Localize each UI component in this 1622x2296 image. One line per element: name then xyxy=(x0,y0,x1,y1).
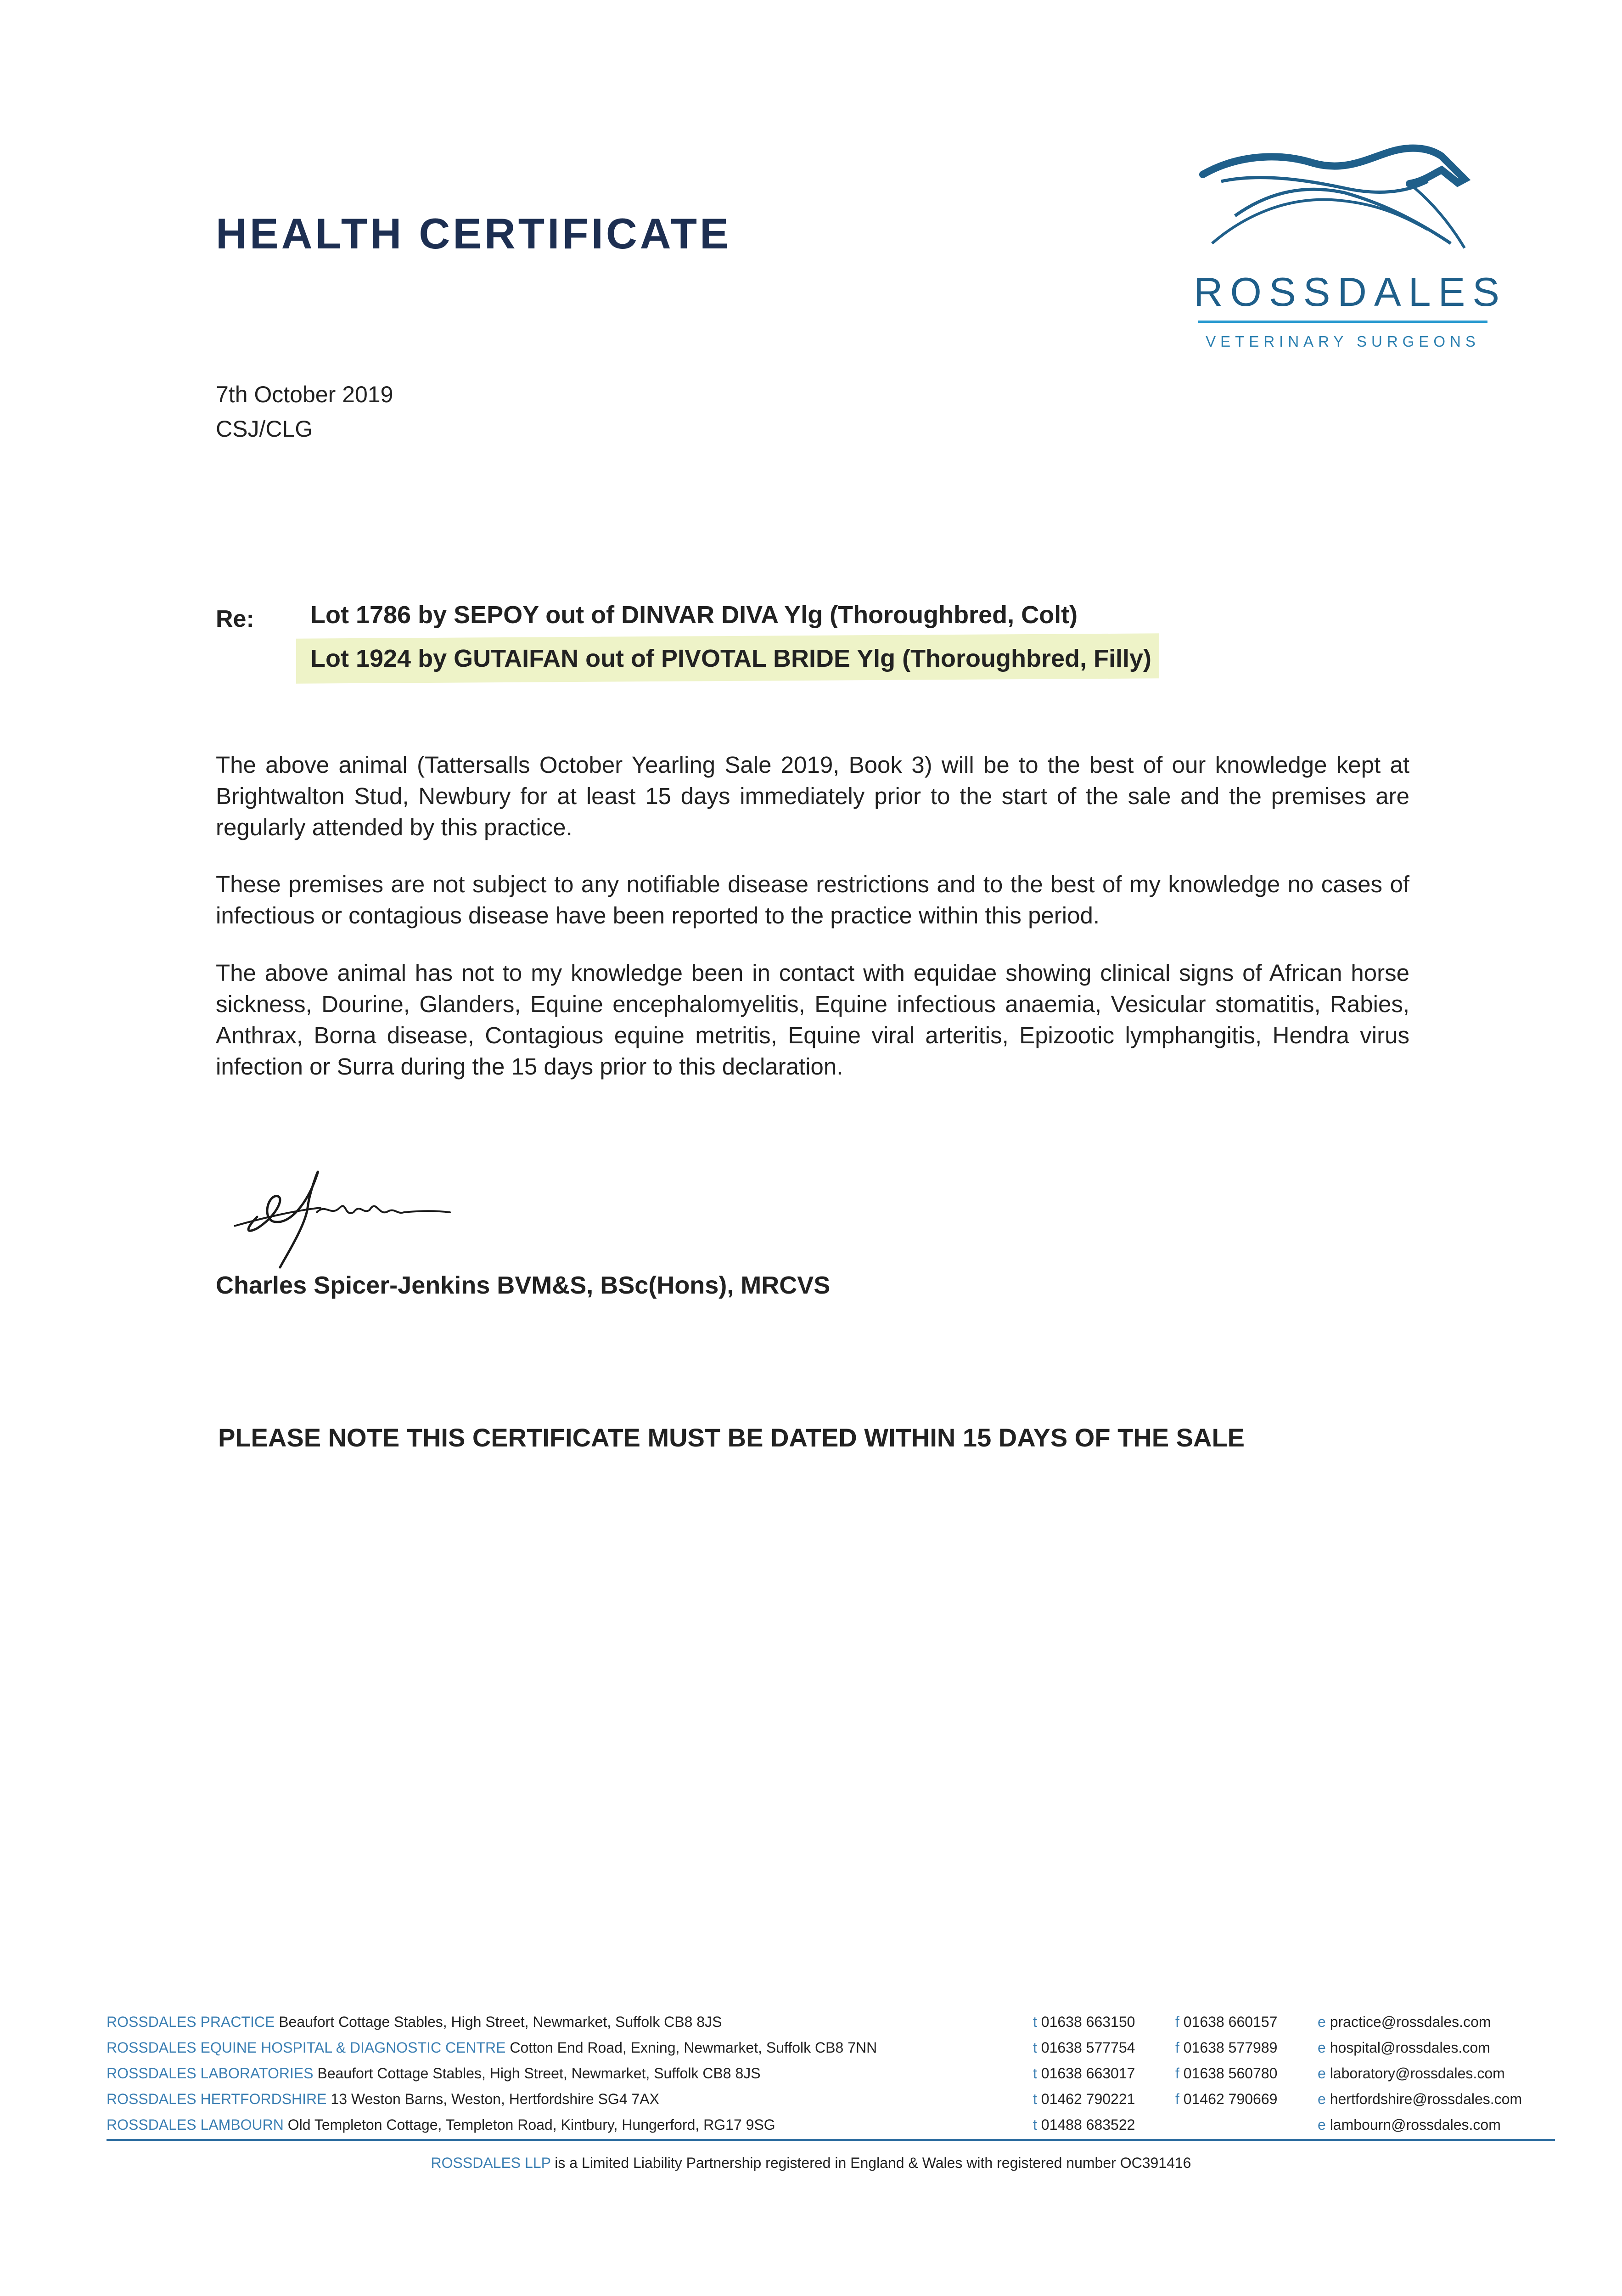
letter-reference: CSJ/CLG xyxy=(216,416,313,442)
footer-fax: f 01462 790669 xyxy=(1175,2091,1278,2107)
handwritten-signature xyxy=(230,1148,487,1286)
brand-name: ROSSDALES xyxy=(1194,269,1507,315)
footer-fax: f 01638 660157 xyxy=(1175,2014,1278,2030)
footer-telephone: t 01488 683522 xyxy=(1033,2116,1135,2133)
footer-office-address: ROSSDALES HERTFORDSHIRE 13 Weston Barns, Weston, Hertfordshire SG4 7AX xyxy=(107,2091,659,2107)
footer-email: e hertfordshire@rossdales.com xyxy=(1318,2091,1522,2107)
footer-telephone: t 01638 577754 xyxy=(1033,2039,1135,2056)
brand-subtitle: VETERINARY SURGEONS xyxy=(1206,333,1480,350)
footer-telephone: t 01638 663150 xyxy=(1033,2014,1135,2030)
signatory-name: Charles Spicer-Jenkins BVM&S, BSc(Hons), MRCVS xyxy=(216,1272,831,1299)
footer-telephone: t 01638 663017 xyxy=(1033,2065,1135,2082)
footer-email: e practice@rossdales.com xyxy=(1318,2014,1491,2030)
footer-email: e lambourn@rossdales.com xyxy=(1318,2116,1501,2133)
body-paragraph: The above animal has not to my knowledge been in contact with equidae showing clinical signs of African horse sickness, Dourine, Glanders, Equine encephalomyelitis, Equine infectious anaemia, Vesicular stomatitis, Rabies, Anthrax, Borna disease, Contagious equine metritis, Equine viral arteritis, Epizootic lymphangitis, Hendra virus infection or Surra during the 15 days prior to this declaration. xyxy=(216,960,1409,1080)
footer-office-address: ROSSDALES LAMBOURN Old Templeton Cottage, Templeton Road, Kintbury, Hungerford, RG17 9SG xyxy=(107,2116,775,2133)
document-title: HEALTH CERTIFICATE xyxy=(216,209,731,258)
horse-logo-icon xyxy=(1194,138,1478,266)
body-paragraph: The above animal (Tattersalls October Yearling Sale 2019, Book 3) will be to the best of our knowledge kept at Brightwalton Stud, Newbury for at least 15 days immediately prior to the start of the sale and the premises are regularly attended by this practice. xyxy=(216,752,1409,840)
certificate-note: PLEASE NOTE THIS CERTIFICATE MUST BE DATED WITHIN 15 DAYS OF THE SALE xyxy=(218,1423,1245,1452)
footer-telephone: t 01462 790221 xyxy=(1033,2091,1135,2107)
footer-fax: f 01638 577989 xyxy=(1175,2039,1278,2056)
footer-email: e hospital@rossdales.com xyxy=(1318,2039,1490,2056)
lot-line-1: Lot 1786 by SEPOY out of DINVAR DIVA Ylg (Thoroughbred, Colt) xyxy=(310,601,1078,629)
lot-line-2: Lot 1924 by GUTAIFAN out of PIVOTAL BRIDE Ylg (Thoroughbred, Filly) xyxy=(310,645,1152,672)
footer-office-address: ROSSDALES LABORATORIES Beaufort Cottage Stables, High Street, Newmarket, Suffolk CB8 8JS xyxy=(107,2065,761,2082)
footer-office-address: ROSSDALES EQUINE HOSPITAL & DIAGNOSTIC CENTRE Cotton End Road, Exning, Newmarket, Suffolk CB8 7NN xyxy=(107,2039,877,2056)
body-paragraph: These premises are not subject to any notifiable disease restrictions and to the best of my knowledge no cases of infectious or contagious disease have been reported to the practice within this period. xyxy=(216,871,1409,929)
subject-label: Re: xyxy=(216,606,254,632)
brand-divider xyxy=(1198,321,1487,323)
footer-divider xyxy=(107,2139,1555,2141)
footer-fax: f 01638 560780 xyxy=(1175,2065,1278,2082)
footer-legal-notice: ROSSDALES LLP is a Limited Liability Partnership registered in England & Wales with registered number OC391416 xyxy=(431,2155,1191,2171)
footer-email: e laboratory@rossdales.com xyxy=(1318,2065,1505,2082)
footer-office-address: ROSSDALES PRACTICE Beaufort Cottage Stables, High Street, Newmarket, Suffolk CB8 8JS xyxy=(107,2014,722,2030)
letter-date: 7th October 2019 xyxy=(216,382,393,407)
